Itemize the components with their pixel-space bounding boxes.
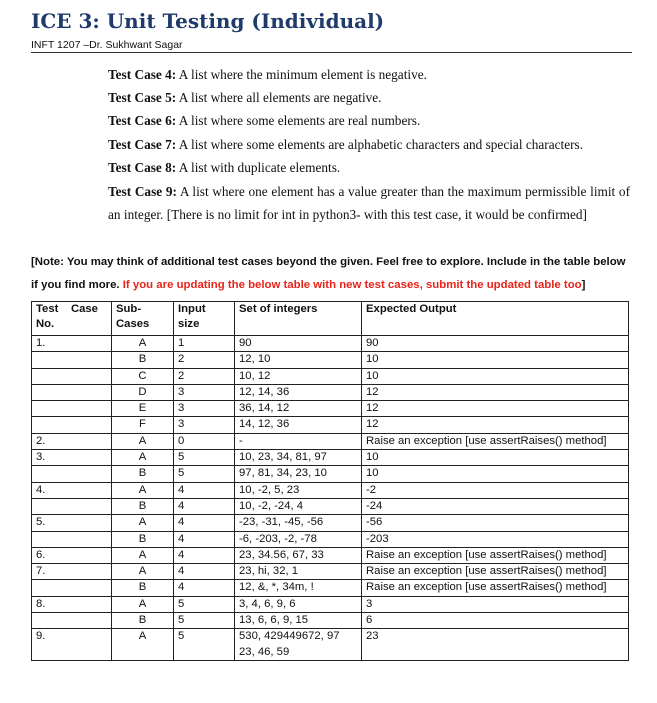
cell-input-size: 2 xyxy=(174,368,235,384)
cell-sub-case: A xyxy=(112,515,174,531)
test-case-5 xyxy=(108,89,630,107)
table-row xyxy=(32,384,629,400)
cell-test-case-no: 4. xyxy=(32,482,112,498)
cell-test-case-no: 5. xyxy=(32,515,112,531)
cell-input-size: 4 xyxy=(174,531,235,547)
cell-sub-case: B xyxy=(112,498,174,514)
cell-test-case-no: 2. xyxy=(32,433,112,449)
table-row xyxy=(32,450,629,466)
cell-test-case-no xyxy=(32,531,112,547)
test-case-text: A list with duplicate elements. xyxy=(176,160,341,175)
document-title: ICE 3: Unit Testing (Individual) xyxy=(31,9,385,33)
cell-test-case-no: 3. xyxy=(32,450,112,466)
table-row xyxy=(32,613,629,629)
cell-set-of-integers: 10, -2, 5, 23 xyxy=(235,482,362,498)
cell-set-of-integers: 10, -2, -24, 4 xyxy=(235,498,362,514)
test-case-text: A list where the minimum element is negative. xyxy=(176,67,427,82)
header-set-of-integers: Set of integers xyxy=(235,302,362,336)
cell-test-case-no xyxy=(32,498,112,514)
table-row xyxy=(32,564,629,580)
cell-set-of-integers: -23, -31, -45, -56 xyxy=(235,515,362,531)
test-case-label: Test Case 6: xyxy=(108,113,177,128)
cell-sub-case: D xyxy=(112,384,174,400)
cell-expected-output: 10 xyxy=(362,352,629,368)
cell-test-case-no: 8. xyxy=(32,596,112,612)
cell-sub-case: B xyxy=(112,580,174,596)
table-row xyxy=(32,336,629,352)
cell-test-case-no: 9. xyxy=(32,629,112,661)
header-expected-output: Expected Output xyxy=(362,302,629,336)
cell-sub-case: B xyxy=(112,466,174,482)
note-paragraph xyxy=(31,251,634,297)
cell-input-size: 1 xyxy=(174,336,235,352)
cell-sub-case: B xyxy=(112,352,174,368)
cell-sub-case: E xyxy=(112,401,174,417)
table-row xyxy=(32,352,629,368)
cell-expected-output: -203 xyxy=(362,531,629,547)
course-subtitle: INFT 1207 –Dr. Sukhwant Sagar xyxy=(31,39,183,51)
cell-sub-case: A xyxy=(112,450,174,466)
cell-input-size: 3 xyxy=(174,401,235,417)
cell-input-size: 2 xyxy=(174,352,235,368)
cell-input-size: 5 xyxy=(174,596,235,612)
cell-set-of-integers: 90 xyxy=(235,336,362,352)
cell-set-of-integers: 23, 34.56, 67, 33 xyxy=(235,547,362,563)
cell-input-size: 4 xyxy=(174,547,235,563)
cell-input-size: 5 xyxy=(174,466,235,482)
header-sub-cases: Sub-Cases xyxy=(112,302,174,336)
cell-expected-output: 12 xyxy=(362,401,629,417)
test-case-8 xyxy=(108,159,630,177)
cell-sub-case: A xyxy=(112,564,174,580)
cell-test-case-no xyxy=(32,466,112,482)
cell-expected-output: 3 xyxy=(362,596,629,612)
cell-set-of-integers: 23, hi, 32, 1 xyxy=(235,564,362,580)
test-case-6 xyxy=(108,112,630,130)
cell-set-of-integers: 530, 429449672, 97 23, 46, 59 xyxy=(235,629,362,661)
cell-expected-output: 23 xyxy=(362,629,629,661)
cell-test-case-no xyxy=(32,613,112,629)
test-case-label: Test Case 7: xyxy=(108,137,177,152)
cell-test-case-no xyxy=(32,401,112,417)
cell-input-size: 5 xyxy=(174,450,235,466)
table-row xyxy=(32,466,629,482)
cell-sub-case: A xyxy=(112,596,174,612)
cell-input-size: 4 xyxy=(174,515,235,531)
test-case-text: A list where some elements are alphabetic characters and special characters. xyxy=(176,137,584,152)
cell-expected-output: 10 xyxy=(362,368,629,384)
cell-sub-case: B xyxy=(112,613,174,629)
cell-set-of-integers: 10, 23, 34, 81, 97 xyxy=(235,450,362,466)
cell-set-of-integers: 13, 6, 6, 9, 15 xyxy=(235,613,362,629)
test-case-label: Test Case 5: xyxy=(108,90,177,105)
cell-set-of-integers: 10, 12 xyxy=(235,368,362,384)
table-row xyxy=(32,580,629,596)
cell-expected-output: 12 xyxy=(362,384,629,400)
test-case-table xyxy=(31,301,629,661)
table-row xyxy=(32,531,629,547)
cell-sub-case: A xyxy=(112,433,174,449)
cell-input-size: 5 xyxy=(174,629,235,661)
cell-sub-case: A xyxy=(112,547,174,563)
cell-test-case-no: 1. xyxy=(32,336,112,352)
cell-test-case-no xyxy=(32,417,112,433)
cell-test-case-no xyxy=(32,352,112,368)
cell-sub-case: F xyxy=(112,417,174,433)
test-case-text: A list where some elements are real numbers. xyxy=(176,113,421,128)
cell-test-case-no xyxy=(32,384,112,400)
test-case-4 xyxy=(108,66,630,84)
cell-expected-output: Raise an exception [use assertRaises() method] xyxy=(362,547,629,563)
table-row xyxy=(32,368,629,384)
cell-test-case-no: 7. xyxy=(32,564,112,580)
cell-set-of-integers: - xyxy=(235,433,362,449)
cell-input-size: 4 xyxy=(174,498,235,514)
table-row xyxy=(32,401,629,417)
table-row xyxy=(32,498,629,514)
table-header-row xyxy=(32,302,629,336)
cell-test-case-no xyxy=(32,368,112,384)
cell-sub-case: A xyxy=(112,629,174,661)
cell-set-of-integers: 12, &, *, 34m, ! xyxy=(235,580,362,596)
test-case-text: A list where all elements are negative. xyxy=(176,90,382,105)
test-case-label: Test Case 9: xyxy=(108,184,177,199)
cell-set-of-integers: -6, -203, -2, -78 xyxy=(235,531,362,547)
cell-input-size: 4 xyxy=(174,580,235,596)
cell-expected-output: 12 xyxy=(362,417,629,433)
cell-expected-output: 10 xyxy=(362,466,629,482)
note-highlight: If you are updating the below table with new test cases, submit the updated table too xyxy=(122,279,582,291)
note-text: [Note: You may think of additional test cases beyond the given. Feel free to explore. Include in the table below if you find more. xyxy=(31,256,626,291)
cell-input-size: 4 xyxy=(174,482,235,498)
table-row xyxy=(32,629,629,661)
cell-sub-case: A xyxy=(112,336,174,352)
table-row xyxy=(32,417,629,433)
cell-expected-output: 6 xyxy=(362,613,629,629)
cell-test-case-no: 6. xyxy=(32,547,112,563)
cell-expected-output: Raise an exception [use assertRaises() method] xyxy=(362,564,629,580)
test-case-label: Test Case 8: xyxy=(108,160,177,175)
cell-input-size: 3 xyxy=(174,417,235,433)
header-input-size: Input size xyxy=(174,302,235,336)
cell-expected-output: 90 xyxy=(362,336,629,352)
cell-sub-case: A xyxy=(112,482,174,498)
cell-set-of-integers: 3, 4, 6, 9, 6 xyxy=(235,596,362,612)
note-end: ] xyxy=(581,279,586,291)
cell-sub-case: B xyxy=(112,531,174,547)
cell-test-case-no xyxy=(32,580,112,596)
cell-set-of-integers: 14, 12, 36 xyxy=(235,417,362,433)
table-body xyxy=(32,336,629,661)
cell-input-size: 5 xyxy=(174,613,235,629)
cell-input-size: 0 xyxy=(174,433,235,449)
test-case-9 xyxy=(108,180,630,226)
cell-set-of-integers: 36, 14, 12 xyxy=(235,401,362,417)
cell-set-of-integers: 97, 81, 34, 23, 10 xyxy=(235,466,362,482)
table-row xyxy=(32,515,629,531)
cell-set-of-integers: 12, 10 xyxy=(235,352,362,368)
cell-expected-output: -56 xyxy=(362,515,629,531)
table-row xyxy=(32,547,629,563)
test-case-7 xyxy=(108,136,630,154)
table-row xyxy=(32,596,629,612)
cell-expected-output: 10 xyxy=(362,450,629,466)
cell-input-size: 4 xyxy=(174,564,235,580)
table-row xyxy=(32,433,629,449)
header-test-case-no: Test Case No. xyxy=(32,302,112,336)
cell-input-size: 3 xyxy=(174,384,235,400)
header-divider xyxy=(31,52,632,53)
cell-expected-output: -24 xyxy=(362,498,629,514)
cell-expected-output: -2 xyxy=(362,482,629,498)
cell-expected-output: Raise an exception [use assertRaises() method] xyxy=(362,433,629,449)
cell-set-of-integers: 12, 14, 36 xyxy=(235,384,362,400)
table-row xyxy=(32,482,629,498)
test-case-text: A list where one element has a value greater than the maximum permissible limit of an integer. [There is no limit for int in python3- with this test case, it would be confirmed] xyxy=(108,184,630,222)
test-case-label: Test Case 4: xyxy=(108,67,177,82)
cell-sub-case: C xyxy=(112,368,174,384)
cell-expected-output: Raise an exception [use assertRaises() method] xyxy=(362,580,629,596)
